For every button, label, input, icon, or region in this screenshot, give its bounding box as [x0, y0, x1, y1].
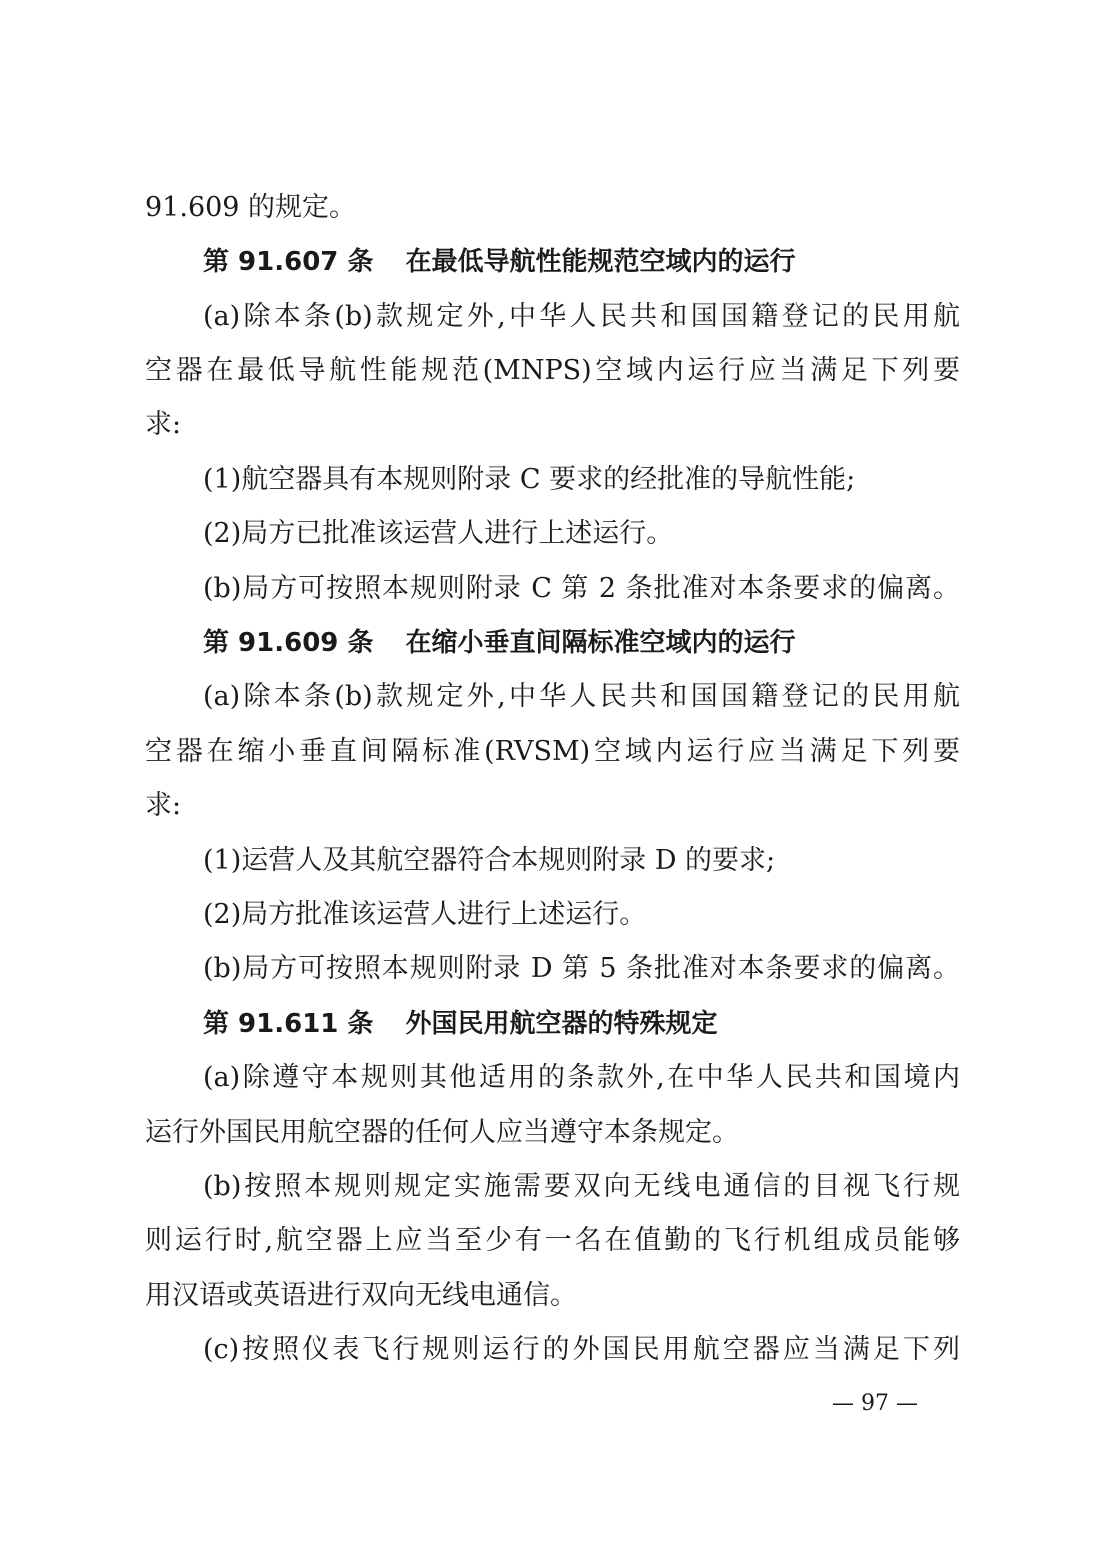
text-line-8: (b)局方可按照本规则附录 C 第 2 条批准对本条要求的偏离。 [203, 573, 960, 604]
text-line-22: (c)按照仪表飞行规则运行的外国民用航空器应当满足下列 [203, 1334, 960, 1365]
section-number: 第 91.609 条 [203, 628, 374, 658]
text-line-14: (2)局方批准该运营人进行上述运行。 [203, 899, 647, 930]
page-number: — 97 — [832, 1391, 918, 1416]
text-line-7: (2)局方已批准该运营人进行上述运行。 [203, 518, 674, 549]
text-line-1: 91.609 的规定。 [145, 192, 357, 223]
section-heading-91-609 [203, 616, 960, 670]
text-line-6: (1)航空器具有本规则附录 C 要求的经批准的导航性能; [203, 464, 856, 495]
text-line-17: (a)除遵守本规则其他适用的条款外,在中华人民共和国境内 [203, 1062, 960, 1093]
section-title: 在缩小垂直间隔标准空域内的运行 [405, 628, 796, 658]
section-title: 在最低导航性能规范空域内的运行 [405, 247, 796, 277]
text-line-20: 则运行时,航空器上应当至少有一名在值勤的飞行机组成员能够 [145, 1225, 960, 1256]
text-line-4: 空器在最低导航性能规范(MNPS)空域内运行应当满足下列要 [145, 355, 960, 386]
section-title: 外国民用航空器的特殊规定 [405, 1009, 718, 1039]
text-line-11: 空器在缩小垂直间隔标准(RVSM)空域内运行应当满足下列要 [145, 736, 960, 767]
section-number: 第 91.611 条 [203, 1009, 374, 1039]
section-number: 第 91.607 条 [203, 247, 374, 277]
text-line-10: (a)除本条(b)款规定外,中华人民共和国国籍登记的民用航 [203, 681, 960, 712]
text-line-13: (1)运营人及其航空器符合本规则附录 D 的要求; [203, 845, 776, 876]
text-line-3: (a)除本条(b)款规定外,中华人民共和国国籍登记的民用航 [203, 301, 960, 332]
section-heading-91-607 [203, 235, 960, 289]
section-heading-91-611 [203, 997, 960, 1051]
text-line-18: 运行外国民用航空器的任何人应当遵守本条规定。 [145, 1117, 739, 1148]
text-line-19: (b)按照本规则规定实施需要双向无线电通信的目视飞行规 [203, 1171, 960, 1202]
text-line-15: (b)局方可按照本规则附录 D 第 5 条批准对本条要求的偏离。 [203, 953, 960, 984]
text-line-5: 求: [145, 409, 182, 440]
text-line-12: 求: [145, 790, 182, 821]
text-line-21: 用汉语或英语进行双向无线电通信。 [145, 1280, 577, 1311]
